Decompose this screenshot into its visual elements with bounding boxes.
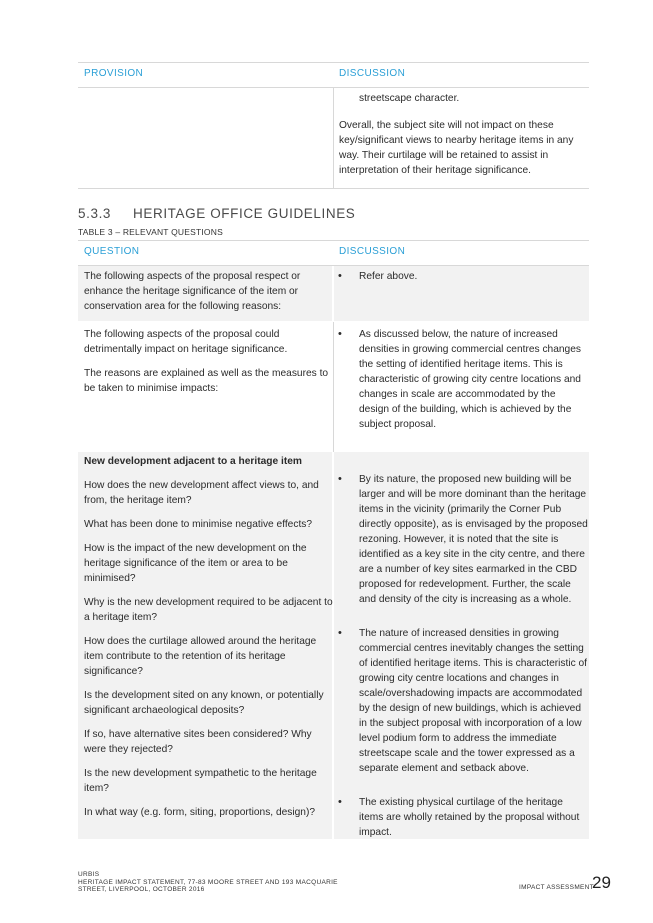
discussion-bullets — [334, 472, 588, 840]
discussion-paragraph: Overall, the subject site will not impact on these key/significant views to nearby heritage items in any way. Their curtilage will be retained to assist in interpretation of their heritage significance. — [339, 120, 574, 176]
question-item: In what way (e.g. form, siting, proportions, design)? — [84, 807, 316, 818]
question-cell — [84, 454, 334, 829]
discussion-continued: streetscape character. — [359, 93, 460, 104]
discussion-bullets — [334, 327, 584, 432]
question-item: How does the curtilage allowed around the heritage item contribute to the retention of its heritage significance? — [84, 636, 317, 677]
question-item: Why is the new development required to be adjacent to a heritage item? — [84, 597, 333, 623]
footer-org: URBIS — [78, 871, 100, 878]
question-paragraph: The following aspects of the proposal could detrimentally impact on heritage significance. — [84, 329, 288, 355]
bullet-item: • Refer above. — [334, 269, 586, 284]
bullet-item: • As discussed below, the nature of increased densities in growing commercial centres changes the setting of identified heritage items. This is characteristic of growing city centre locations and changes in scale are accommodated by the design of the building, which is achieved by the subject proposal. — [334, 327, 584, 432]
footer-left — [78, 871, 338, 894]
question-header: QUESTION — [84, 246, 140, 257]
question-item: Is the new development sympathetic to the heritage item? — [84, 768, 317, 794]
table-rule — [78, 62, 589, 63]
footer-section-label: IMPACT ASSESSMENT — [519, 884, 594, 891]
footer-doc-line: STREET, LIVERPOOL, OCTOBER 2016 — [78, 886, 205, 893]
page-number: 29 — [592, 873, 611, 892]
table-rule — [78, 188, 589, 189]
bullet-item: • The nature of increased densities in growing commercial centres inevitably changes the setting of identified heritage items. This is characteristic of growing city centre locations and changes in scale/overshadowing impacts are accommodated by the design of new buildings, which is achieved in the subject proposal with incorporation of a low level podium form to address the immediate streetscape scale and the tower expressed as a separate element and setback above. — [334, 626, 588, 776]
provision-header: PROVISION — [84, 68, 144, 79]
row-heading: New development adjacent to a heritage item — [84, 456, 302, 467]
table-caption: TABLE 3 – RELEVANT QUESTIONS — [78, 227, 223, 237]
question-item: What has been done to minimise negative effects? — [84, 519, 313, 530]
bullet-item: • By its nature, the proposed new building will be larger and will be more dominant than the heritage items in the vicinity (primarily the Corner Pub directly opposite), as is envisaged by the proposed rezoning. However, it is noted that the site is identified as a key site in the city centre, and there are a number of key sites earmarked in the CBD proposed for redevelopment. Further, the scale and density of the city is increasing as a whole. — [334, 472, 588, 607]
discussion-header: DISCUSSION — [339, 246, 406, 257]
discussion-header: DISCUSSION — [339, 68, 406, 79]
question-item: If so, have alternative sites been considered? Why were they rejected? — [84, 729, 312, 755]
question-paragraph: The reasons are explained as well as the measures to be taken to minimise impacts: — [84, 368, 329, 394]
section-number: 5.3.3 — [78, 206, 112, 221]
footer-doc-line: HERITAGE IMPACT STATEMENT, 77-83 MOORE STREET AND 193 MACQUARIE — [78, 878, 338, 886]
section-heading — [78, 206, 355, 221]
question-cell: The following aspects of the proposal respect or enhance the heritage significance of the item or conservation area for the following reasons: — [84, 271, 301, 312]
question-item: How does the new development affect views to, and from, the heritage item? — [84, 480, 319, 506]
question-item: How is the impact of the new development on the heritage significance of the item or area to be minimised? — [84, 543, 307, 584]
bullet-item: • The existing physical curtilage of the heritage items are wholly retained by the proposal without impact. — [334, 795, 588, 840]
discussion-bullets — [334, 269, 586, 284]
question-cell — [84, 327, 332, 405]
section-title: HERITAGE OFFICE GUIDELINES — [133, 206, 356, 221]
table-rule — [78, 240, 589, 241]
column-divider — [333, 88, 334, 188]
question-item: Is the development sited on any known, or potentially significant archaeological deposits? — [84, 690, 324, 716]
